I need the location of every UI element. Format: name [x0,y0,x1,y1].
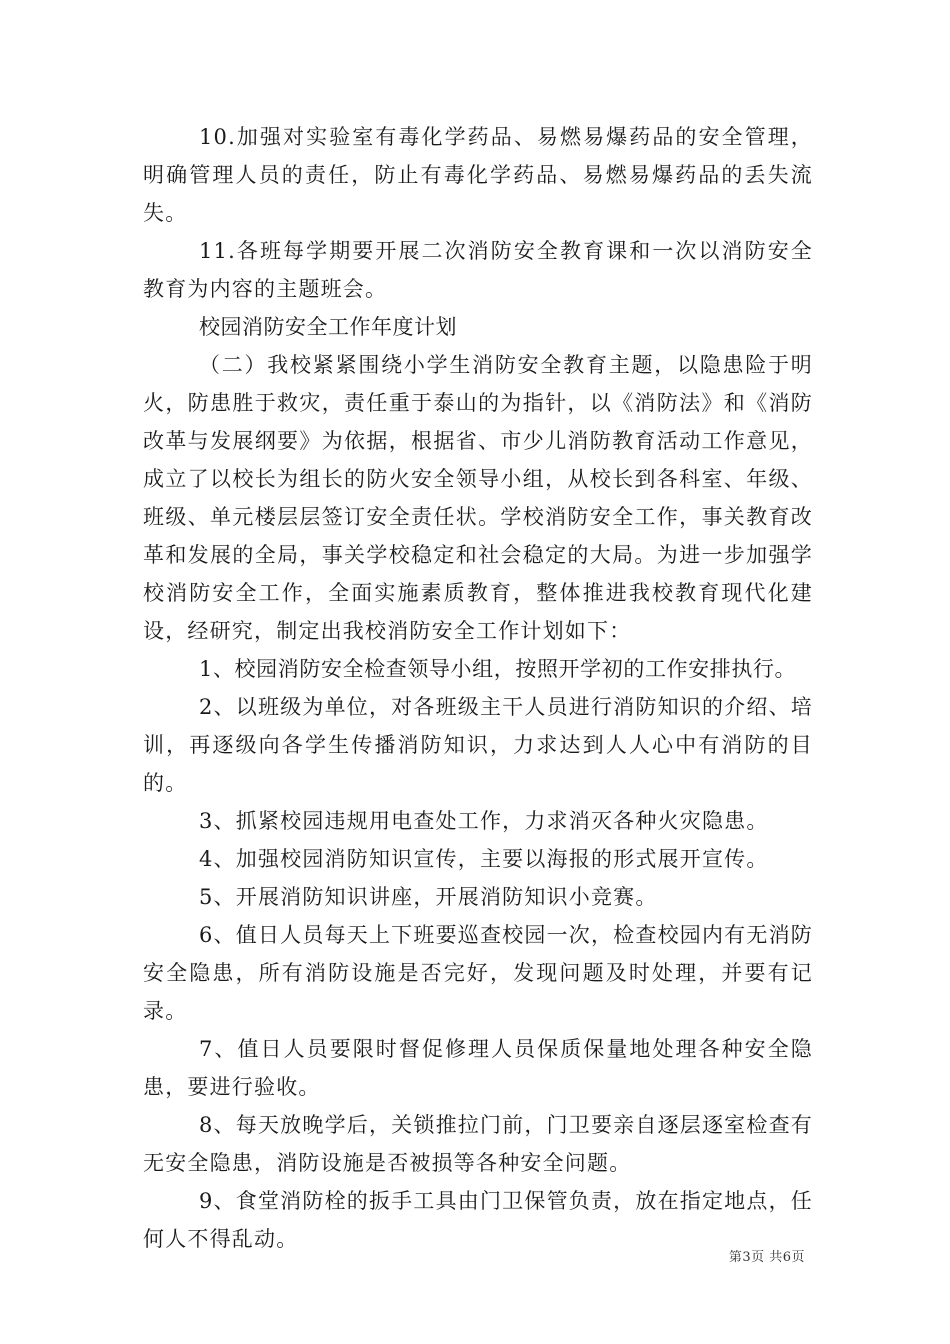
document-body [143,118,813,1258]
plan-item-6: 6、值日人员每天上下班要巡查校园一次，检查校园内有无消防安全隐患，所有消防设施是否完好，发现问题及时处理，并要有记录。 [143,923,813,1023]
plan-item-5: 5、开展消防知识讲座，开展消防知识小竞赛。 [199,885,658,909]
plan-item-4: 4、加强校园消防知识宣传，主要以海报的形式展开宣传。 [199,847,769,871]
page-number: 第3页 共6页 [728,1250,805,1265]
plan-item-2: 2、以班级为单位，对各班级主干人员进行消防知识的介绍、培训，再逐级向各学生传播消防知识，力求达到人人心中有消防的目的。 [143,695,813,795]
plan-item-1: 1、校园消防安全检查领导小组，按照开学初的工作安排执行。 [199,657,797,681]
plan-item-8: 8、每天放晚学后，关锁推拉门前，门卫要亲自逐层逐室检查有无安全隐患，消防设施是否被损等各种安全问题。 [143,1113,813,1175]
plan-item-3: 3、抓紧校园违规用电查处工作，力求消灭各种火灾隐患。 [199,809,769,833]
section-title: 校园消防安全工作年度计划 [199,315,457,339]
paragraph-item-11: 11.各班每学期要开展二次消防安全教育课和一次以消防安全教育为内容的主题班会。 [143,239,813,301]
plan-item-7: 7、值日人员要限时督促修理人员保质保量地处理各种安全隐患，要进行验收。 [143,1037,813,1099]
plan-item-9: 9、食堂消防栓的扳手工具由门卫保管负责，放在指定地点，任何人不得乱动。 [143,1189,813,1251]
paragraph-intro: （二）我校紧紧围绕小学生消防安全教育主题，以隐患险于明火，防患胜于救灾，责任重于泰山的为指针，以《消防法》和《消防改革与发展纲要》为依据，根据省、市少儿消防教育活动工作意见，成立了以校长为组长的防火安全领导小组，从校长到各科室、年级、班级、单元楼层层签订安全责任状。学校消防安全工作，事关教育改革和发展的全局，事关学校稳定和社会稳定的大局。为进一步加强学校消防安全工作，全面实施素质教育，整体推进我校教育现代化建设，经研究，制定出我校消防安全工作计划如下： [143,353,813,643]
paragraph-item-10: 10.加强对实验室有毒化学药品、易燃易爆药品的安全管理，明确管理人员的责任，防止有毒化学药品、易燃易爆药品的丢失流失。 [143,125,813,225]
